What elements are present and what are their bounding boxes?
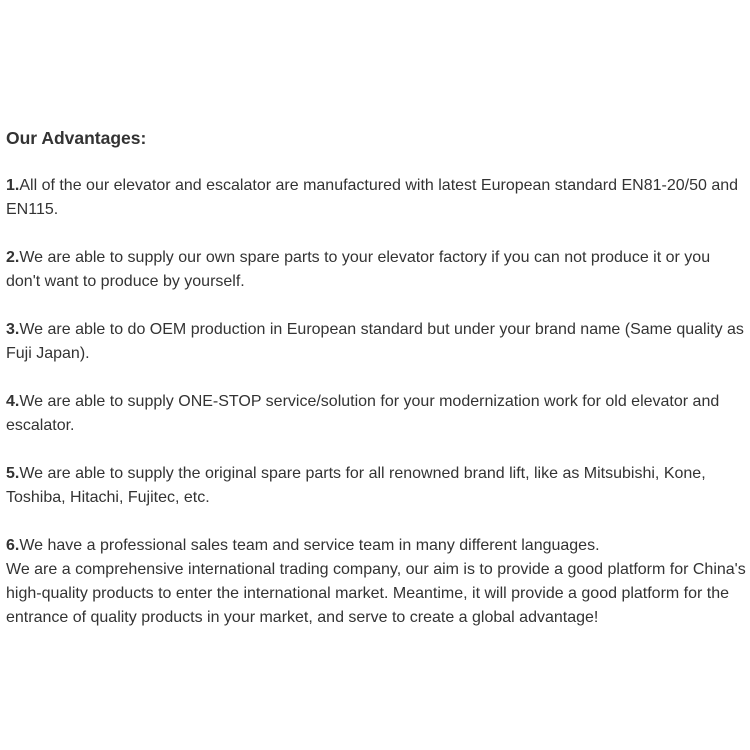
advantage-text: We are able to supply our own spare parts to your elevator factory if you can not produce it or you don't want to produce by yourself.: [6, 249, 711, 290]
advantage-item-4: [6, 390, 748, 438]
advantage-number: 3.: [6, 321, 20, 338]
advantage-text: We are able to supply the original spare parts for all renowned brand lift, like as Mitsubishi, Kone, Toshiba, Hitachi, Fujitec, etc.: [6, 465, 706, 506]
advantage-text: We have a professional sales team and service team in many different languages.: [19, 537, 600, 554]
advantage-item-6: [6, 534, 748, 630]
advantage-text: We are able to do OEM production in European standard but under your brand name (Same quality as Fuji Japan).: [6, 321, 744, 362]
advantages-section: [6, 126, 748, 630]
advantage-number: 2.: [6, 249, 20, 266]
advantage-text: All of the our elevator and escalator are manufactured with latest European standard EN81-20/50 and EN115.: [6, 177, 739, 218]
advantage-item-2: [6, 246, 748, 294]
advantage-number: 6.: [6, 537, 20, 554]
advantage-number: 5.: [6, 465, 20, 482]
company-description: We are a comprehensive international trading company, our aim is to provide a good platform for China's high-quality products to enter the international market. Meantime, it will provide a good platform for the entrance of quality products in your market, and serve to create a global advantage!: [6, 561, 746, 626]
advantage-item-5: [6, 462, 748, 510]
advantage-number: 1.: [6, 177, 20, 194]
advantage-item-3: [6, 318, 748, 366]
advantage-item-1: [6, 174, 748, 222]
advantage-text: We are able to supply ONE-STOP service/solution for your modernization work for old elevator and escalator.: [6, 393, 720, 434]
advantages-heading: Our Advantages:: [6, 128, 147, 148]
advantage-number: 4.: [6, 393, 20, 410]
